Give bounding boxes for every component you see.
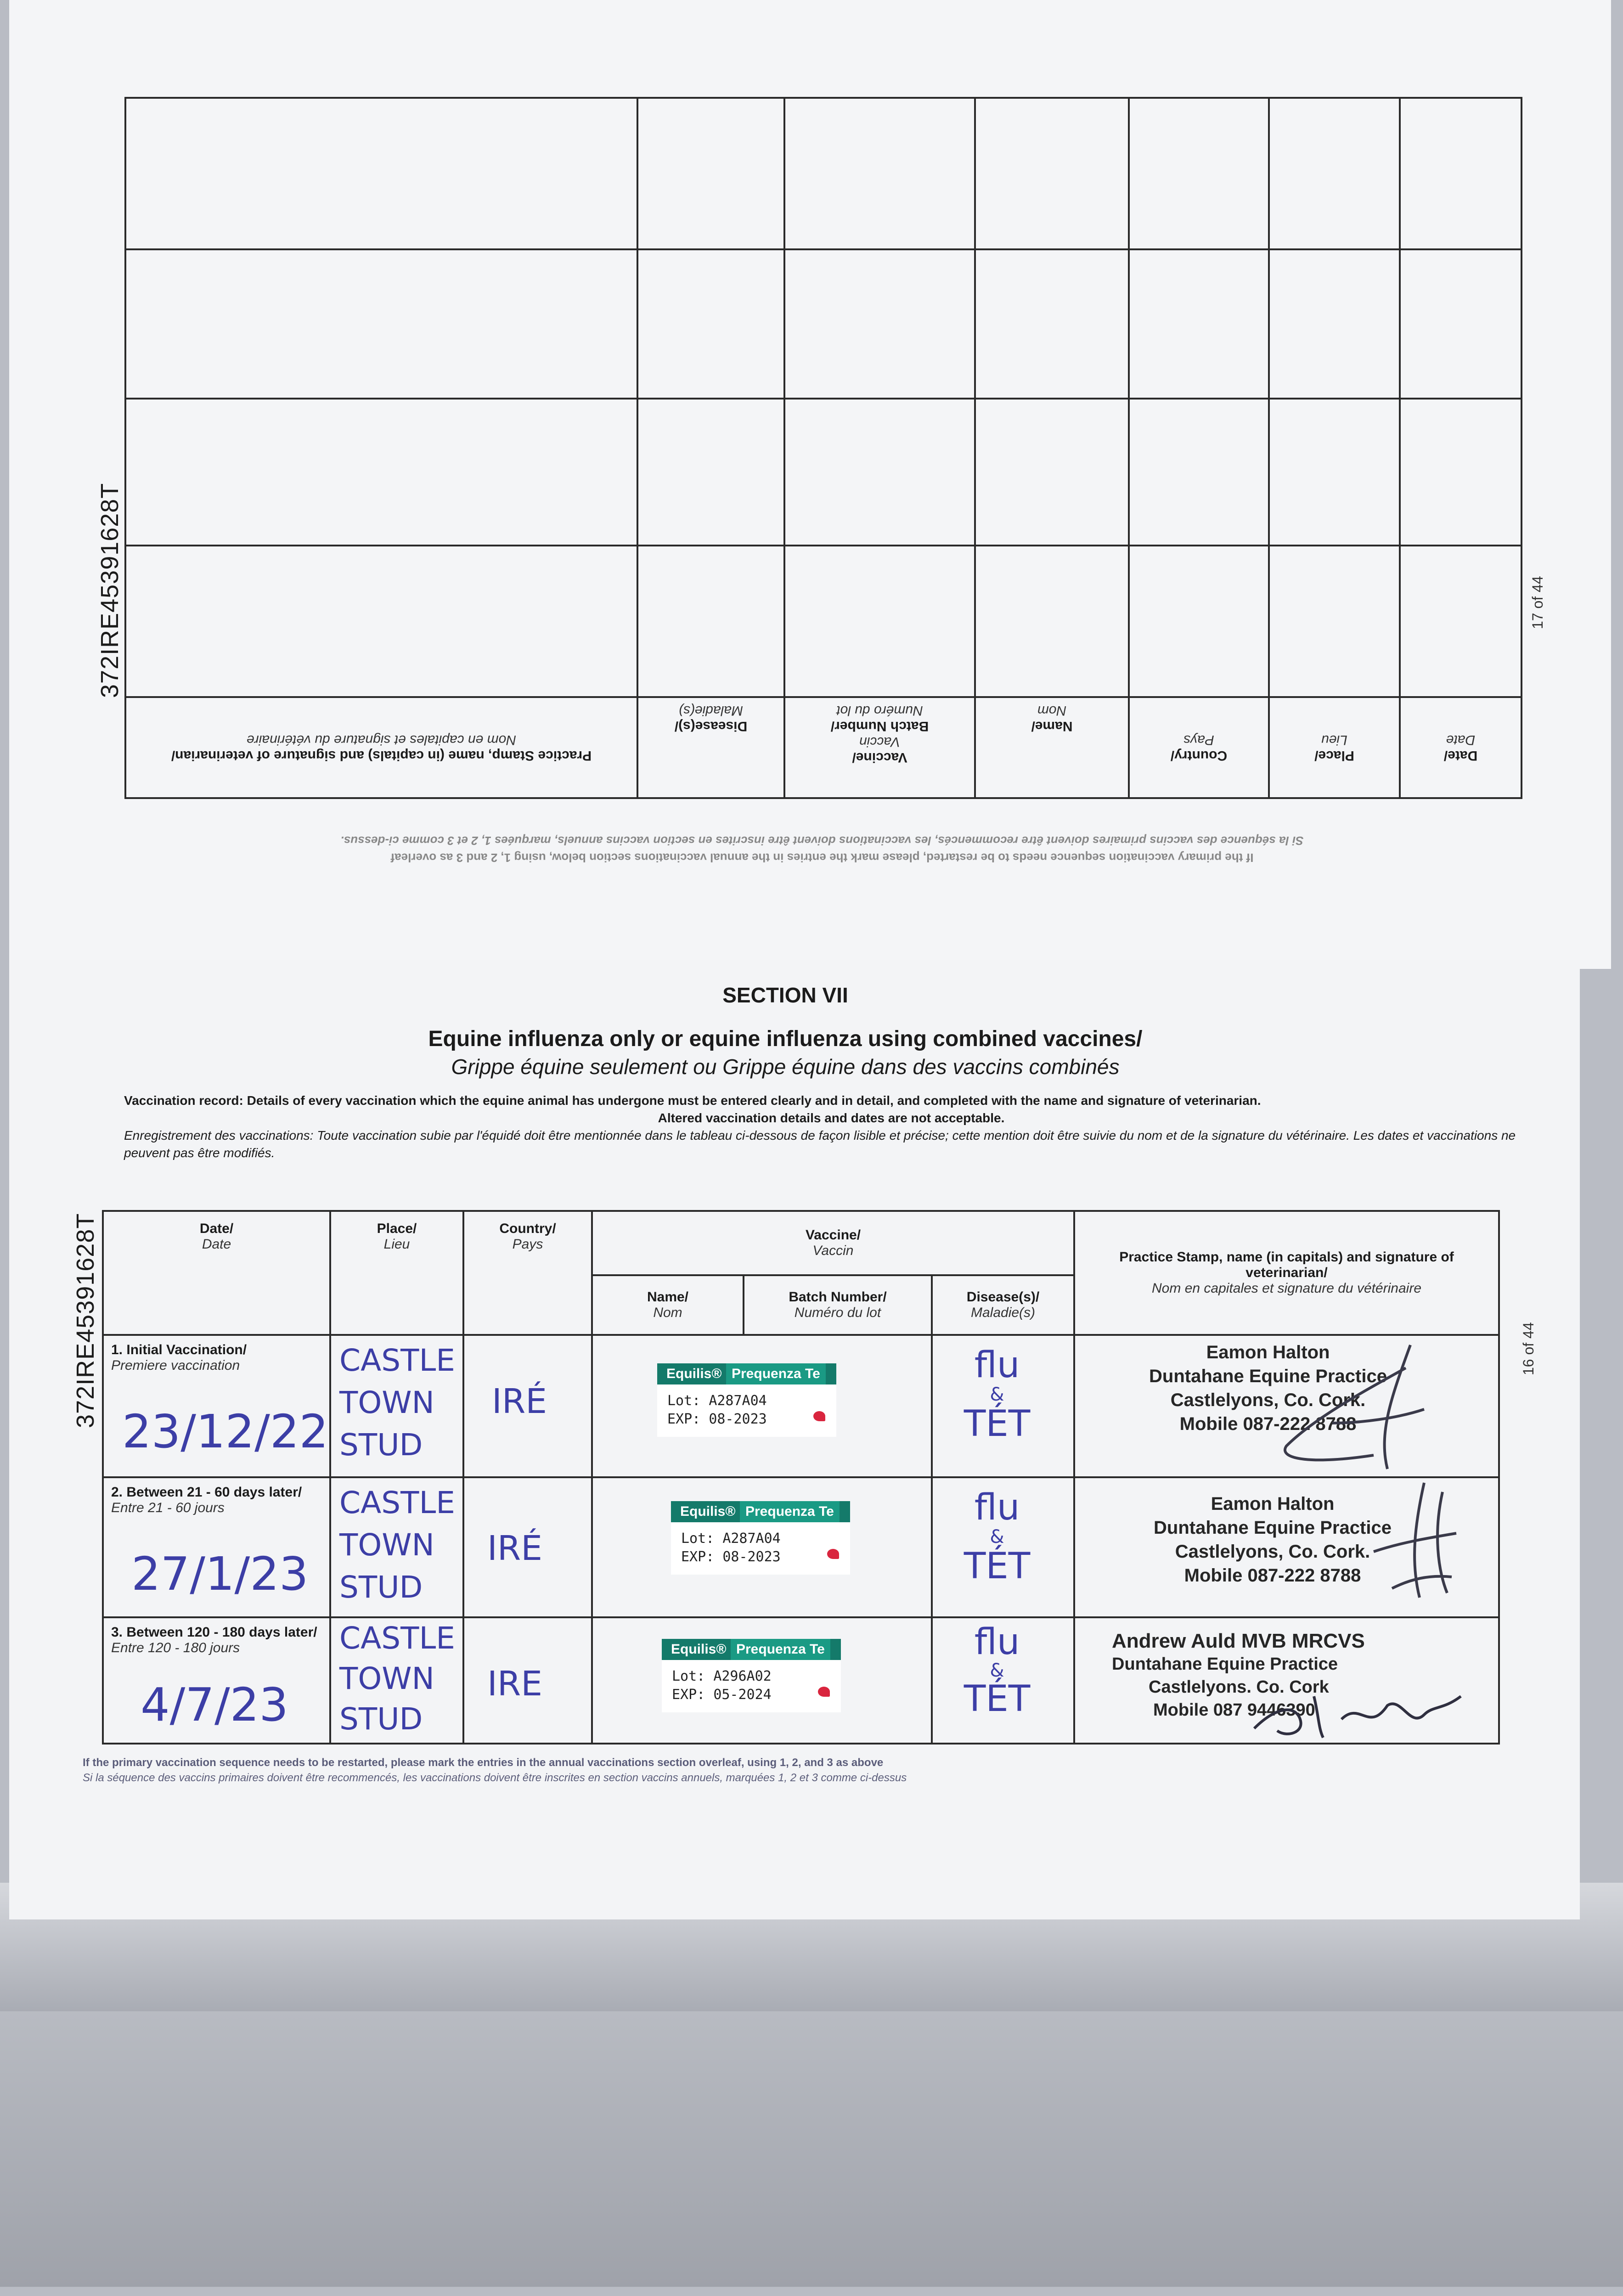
record-text: Details of every vaccination which the equine animal has undergone must be entered clearly and in detail, and completed with the name and signature of veterinarian. — [247, 1093, 1261, 1108]
vaccine-name: Prequenza Te — [731, 1639, 830, 1660]
page17-note-en: If the primary vaccination sequence needs to be restarted, please mark the entries in the annual vaccinations section below, using 1, 2 and 3 as overleaf — [390, 851, 1254, 865]
handwritten-country: IRÉ — [487, 1529, 542, 1568]
header-row-top — [103, 1211, 1499, 1275]
row-label: 2. Between 21 - 60 days later/ — [111, 1485, 302, 1500]
table-row — [103, 1617, 1499, 1744]
vaccination-record-note — [124, 1092, 1538, 1162]
place-cell — [330, 1617, 463, 1744]
page-17 — [9, 0, 1611, 969]
handwritten-disease: flu & TÉT — [964, 1487, 1031, 1587]
document-id: 372IRE45391628T — [72, 1213, 99, 1428]
stamp-cell — [1074, 1617, 1499, 1744]
vaccine-brand: Equilis® — [680, 1504, 736, 1519]
handwritten-disease: flu & TÉT — [964, 1621, 1031, 1720]
row-label-fr: Entre 120 - 180 jours — [111, 1640, 240, 1655]
vaccination-grid-page17 — [126, 99, 1522, 799]
exp-label: EXP: — [672, 1687, 705, 1703]
disease-cell — [932, 1617, 1074, 1744]
header-batch: Batch Number/ Numéro du lot — [744, 1275, 932, 1335]
stamp-cell — [1074, 1335, 1499, 1477]
vaccine-label-sticker — [671, 1501, 850, 1575]
row-label: 1. Initial Vaccination/ — [111, 1342, 247, 1357]
page-number: 16 of 44 — [1520, 1322, 1537, 1375]
handwritten-country: IRÉ — [492, 1382, 547, 1421]
place-cell — [330, 1477, 463, 1617]
handwritten-place: CASTLE TOWN STUD — [339, 1485, 455, 1605]
veterinarian-signature — [1259, 1340, 1443, 1474]
handwritten-disease: flu & TÉT — [964, 1345, 1031, 1445]
vaccine-cell — [592, 1617, 932, 1744]
handwritten-date: 23/12/22 — [122, 1405, 329, 1458]
background-surface — [0, 2011, 1623, 2287]
practice-stamp: Andrew Auld MVB MRCVS Duntahane Equine Practice Castlelyons. Co. Cork Mobile 087 9446390 — [1112, 1630, 1365, 1720]
expiry-date: 08-2023 — [722, 1549, 781, 1565]
footnote: If the primary vaccination sequence needs to be restarted, please mark the entries in the annual vaccinations section overleaf, using 1, 2, and 3 as above — [83, 1756, 884, 1769]
exp-label: EXP: — [667, 1411, 701, 1427]
practice-stamp: Eamon Halton Duntahane Equine Practice Castlelyons, Co. Cork. Mobile 087-222 8788 — [1149, 1342, 1387, 1434]
empty-row — [125, 249, 1522, 399]
row-label-fr: Entre 21 - 60 jours — [111, 1500, 225, 1515]
lot-label: Lot: — [681, 1531, 715, 1547]
record-text-fr: Enregistrement des vaccinations: Toute vaccination subie par l'équidé doit être mentionnée dans le tableau ci-dessous de façon lisible et précise; cette mention doit être suivie du nom et de la signature du vétérinaire. Les dates et vaccinations ne peuvent pas être modifiés. — [124, 1128, 1516, 1160]
header-vaccine: Vaccine/ Vaccin — [592, 1211, 1074, 1275]
header-stamp: Practice Stamp, name (in capitals) and signature of veterinarian/ Nom en capitales et signature du vétérinaire — [1074, 1211, 1499, 1335]
table-row — [103, 1335, 1499, 1477]
handwritten-date: 27/1/23 — [131, 1547, 309, 1601]
header-place: Place/ Lieu — [1269, 697, 1400, 798]
empty-row — [125, 546, 1522, 697]
lot-number: A287A04 — [722, 1531, 781, 1547]
exp-label: EXP: — [681, 1549, 715, 1565]
header-batch: Vaccine/ Vaccin Batch Number/ Numéro du lot — [784, 697, 975, 798]
disease-cell — [932, 1477, 1074, 1617]
empty-row — [125, 399, 1522, 546]
footnote-fr: Si la séquence des vaccins primaires doivent être recommencés, les vaccinations doivent être inscrites en section vaccins annuels, marquées 1, 2 et 3 comme ci-dessus — [83, 1772, 907, 1784]
vaccine-cell — [592, 1477, 932, 1617]
vaccination-table — [102, 1210, 1500, 1745]
date-cell — [103, 1617, 330, 1744]
vaccine-label-sticker — [662, 1639, 841, 1712]
lot-label: Lot: — [672, 1668, 705, 1684]
sticker-mark — [827, 1549, 839, 1559]
table-row — [103, 1477, 1499, 1617]
expiry-date: 05-2024 — [713, 1687, 772, 1703]
vaccine-cell — [592, 1335, 932, 1477]
handwritten-date: 4/7/23 — [141, 1678, 288, 1732]
header-date: Date/ Date — [1400, 697, 1522, 798]
header-name: Name/ Nom — [592, 1275, 744, 1335]
lot-number: A287A04 — [709, 1393, 767, 1409]
country-cell — [463, 1335, 592, 1477]
stamp-cell — [1074, 1477, 1499, 1617]
handwritten-place: CASTLE TOWN STUD — [339, 1343, 455, 1463]
sticker-mark — [813, 1411, 825, 1421]
page-title-fr: Grippe équine seulement ou Grippe équine dans des vaccins combinés — [451, 1055, 1120, 1079]
header-row — [125, 697, 1522, 798]
header-date: Date/ Date — [103, 1211, 330, 1335]
date-cell — [103, 1335, 330, 1477]
veterinarian-signature — [1250, 1687, 1470, 1742]
handwritten-place: CASTLE TOWN STUD — [339, 1621, 455, 1737]
page17-notes — [248, 833, 1396, 865]
page-number: 17 of 44 — [1529, 576, 1546, 629]
handwritten-country: IRE — [487, 1664, 542, 1704]
record-altered: Altered vaccination details and dates are not acceptable. — [658, 1111, 1005, 1125]
row-label: 3. Between 120 - 180 days later/ — [111, 1625, 317, 1640]
lot-label: Lot: — [667, 1393, 701, 1409]
place-cell — [330, 1335, 463, 1477]
header-disease: Disease(s)/ Maladie(s) — [637, 697, 784, 798]
header-place: Place/ Lieu — [330, 1211, 463, 1335]
country-cell — [463, 1477, 592, 1617]
practice-stamp: Eamon Halton Duntahane Equine Practice Castlelyons, Co. Cork. Mobile 087-222 8788 — [1154, 1494, 1392, 1586]
vaccine-name: Prequenza Te — [726, 1363, 826, 1384]
expiry-date: 08-2023 — [709, 1411, 767, 1427]
header-country: Country/ Pays — [1129, 697, 1269, 798]
sticker-mark — [818, 1687, 830, 1697]
row-label-fr: Premiere vaccination — [111, 1358, 240, 1373]
vaccine-brand: Equilis® — [671, 1642, 727, 1657]
disease-cell — [932, 1335, 1074, 1477]
header-name: Name/ Nom — [975, 697, 1129, 798]
header-disease: Disease(s)/ Maladie(s) — [932, 1275, 1074, 1335]
page17-note-fr: Si la séquence des vaccins primaires doivent être recommencés, les vaccinations doivent être inscrites en section vaccins annuels, marquées 1, 2 et 3 comme ci-dessus. — [340, 834, 1304, 848]
header-stamp: Practice Stamp, name (in capitals) and signature of veterinarian/ Nom en capitales et signature du vétérinaire — [125, 697, 637, 798]
header-country: Country/ Pays — [463, 1211, 592, 1335]
document-id: 372IRE45391628T — [96, 483, 124, 698]
lot-number: A296A02 — [713, 1668, 772, 1684]
vaccine-name: Prequenza Te — [740, 1501, 840, 1522]
country-cell — [463, 1617, 592, 1744]
empty-row — [125, 98, 1522, 249]
vaccine-label-sticker — [657, 1363, 836, 1437]
section-title: SECTION VII — [722, 983, 848, 1007]
date-cell — [103, 1477, 330, 1617]
veterinarian-signature — [1323, 1478, 1461, 1611]
record-label: Vaccination record: — [124, 1093, 243, 1108]
page-title: Equine influenza only or equine influenza using combined vaccines/ — [428, 1027, 1143, 1051]
vaccine-brand: Equilis® — [666, 1366, 722, 1381]
